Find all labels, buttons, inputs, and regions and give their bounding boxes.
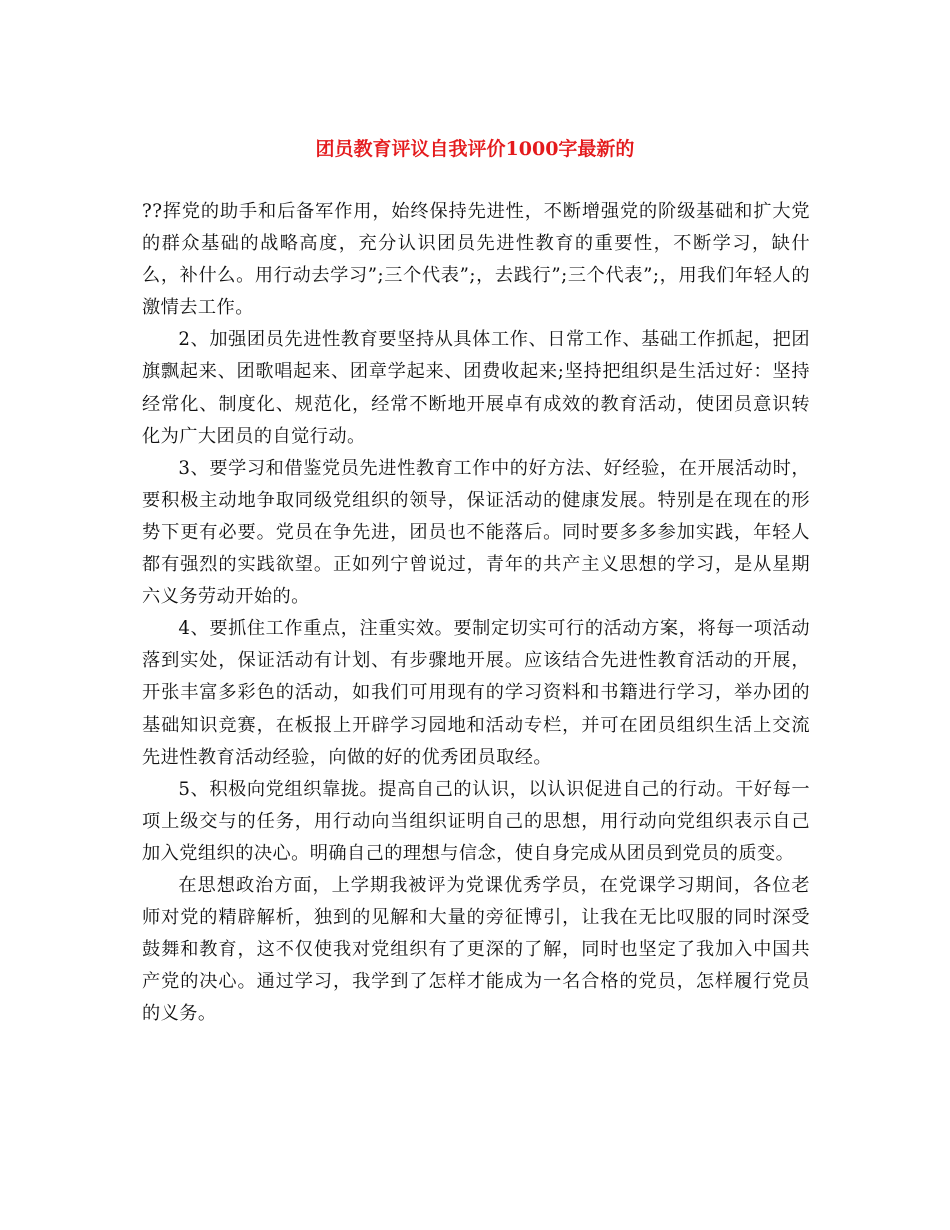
document-body bbox=[142, 196, 810, 1030]
paragraph-6: 在思想政治方面，上学期我被评为党课优秀学员，在党课学习期间，各位老师对党的精辟解析，独到的见解和大量的旁征博引，让我在无比叹服的同时深受鼓舞和教育，这不仅使我对党组织有了更深的了解，同时也坚定了我加入中国共产党的决心。通过学习，我学到了怎样才能成为一名合格的党员，怎样履行党员的义务。 bbox=[142, 874, 810, 1025]
paragraph-1: ??挥党的助手和后备军作用，始终保持先进性，不断增强党的阶级基础和扩大党的群众基础的战略高度，充分认识团员先进性教育的重要性，不断学习，缺什么，补什么。用行动去学习”;三个代表”;，去践行”;三个代表”;，用我们年轻人的激情去工作。 bbox=[142, 201, 810, 319]
document-title: 团员教育评议自我评价1000字最新的 bbox=[315, 138, 635, 160]
paragraph-4: 4、要抓住工作重点，注重实效。要制定切实可行的活动方案，将每一项活动落到实处，保证活动有计划、有步骤地开展。应该结合先进性教育活动的开展，开张丰富多彩色的活动，如我们可用现有的学习资料和书籍进行学习，举办团的基础知识竞赛，在板报上开辟学习园地和活动专栏，并可在团员组织生活上交流先进性教育活动经验，向做的好的优秀团员取经。 bbox=[142, 618, 810, 768]
paragraph-3: 3、要学习和借鉴党员先进性教育工作中的好方法、好经验，在开展活动时，要积极主动地争取同级党组织的领导，保证活动的健康发展。特别是在现在的形势下更有必要。党员在争先进，团员也不能落后。同时要多多参加实践，年轻人都有强烈的实践欲望。正如列宁曾说过，青年的共产主义思想的学习，是从星期六义务劳动开始的。 bbox=[142, 457, 810, 608]
paragraph-5: 5、积极向党组织靠拢。提高自己的认识，以认识促进自己的行动。干好每一项上级交与的任务，用行动向当组织证明自己的思想，用行动向党组织表示自己加入党组织的决心。明确自己的理想与信念，使自身完成从团员到党员的质变。 bbox=[142, 778, 810, 864]
paragraph-2: 2、加强团员先进性教育要坚持从具体工作、日常工作、基础工作抓起，把团旗飘起来、团歌唱起来、团章学起来、团费收起来;坚持把组织是生活过好：坚持经常化、制度化、规范化，经常不断地开展卓有成效的教育活动，使团员意识转化为广大团员的自觉行动。 bbox=[142, 329, 810, 447]
